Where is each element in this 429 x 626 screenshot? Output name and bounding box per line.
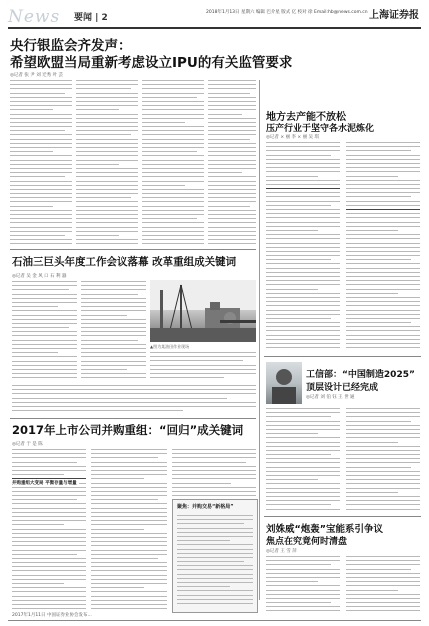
industry-headline-line1: 工信部：“中国制造2025” <box>306 370 415 380</box>
ma-byline: ◎记者 于 是 陈 <box>12 442 43 447</box>
lead-body-col1 <box>10 80 72 245</box>
lead-headline-line2: 希望欧盟当局重新考虑设立IPU的有关监管要求 <box>10 55 293 71</box>
right-top-headline-line2: 压产行业于坚守各水泥炼化 <box>266 124 375 134</box>
industry-top-rule <box>264 356 421 357</box>
lead-body-col4 <box>208 80 256 245</box>
ma-footnote: 2017年1月11日 中国证券业协会发布... <box>12 613 92 618</box>
oil-body-col3 <box>150 352 256 382</box>
right-top-byline: ◎记者 × 丽 李 × 丽 吴 琪 <box>266 135 319 140</box>
oil-body-bottom <box>12 385 256 415</box>
liu-body-col2 <box>346 556 420 616</box>
section-logo: News <box>8 7 61 27</box>
oil-photo <box>150 280 256 342</box>
section-name: 要闻 | 2 <box>74 13 108 23</box>
ma-box-body <box>177 515 253 605</box>
liu-body-col1 <box>266 556 340 616</box>
industry-photo <box>266 362 302 404</box>
liu-byline: ◎记者 王 雪 萍 <box>266 549 297 554</box>
industry-byline: ◎记者 刘 伯 钰 王 世 通 <box>306 395 355 400</box>
industry-body-col1 <box>266 408 340 512</box>
liu-top-rule <box>264 516 421 517</box>
industry-body-col2 <box>346 408 420 512</box>
portrait-image <box>266 362 302 404</box>
ma-body-col1 <box>12 449 86 609</box>
header-rule <box>8 27 421 29</box>
right-top-headline-line1: 地方去产能不放松 <box>266 112 346 123</box>
right-top-body-col2 <box>346 142 420 352</box>
ma-body-col3 <box>172 449 256 497</box>
liu-headline-line2: 焦点在究竟何时清盘 <box>266 537 348 547</box>
oil-top-rule <box>10 249 256 250</box>
lead-body-col3 <box>142 80 204 245</box>
ma-top-rule <box>10 418 256 419</box>
lead-byline: ◎记者 张 尹 刘 迁秀 叶 芸 <box>10 73 64 78</box>
oil-photo-caption: ▲图为某油田作业现场 <box>150 344 190 349</box>
oil-body-col2 <box>81 281 146 381</box>
ma-subhead: 并购重组大变局 平衡存量与增量 <box>12 481 77 486</box>
ma-body-col2 <box>91 449 167 609</box>
oil-body-col1 <box>12 281 77 381</box>
lead-body-col2 <box>76 80 138 245</box>
oil-byline: ◎记者 吴 金 风 口 石 利 器 <box>12 274 67 279</box>
issue-info: 2018年1月13日 星期六 编辑 巴介星 版式 亿 校对 徐 Email:hb@news.com.cn <box>206 10 368 15</box>
ma-sidebar-box <box>172 499 258 613</box>
liu-headline-line1: 刘姝威“炮轰”宝能系引争议 <box>266 524 383 535</box>
oilfield-image <box>150 280 256 342</box>
lead-headline-line1: 央行银监会齐发声： <box>10 38 132 54</box>
oil-headline: 石油三巨头年度工作会议落幕 改革重组成关键词 <box>12 256 237 268</box>
footer-rule <box>8 620 421 621</box>
ma-headline: 2017年上市公司并购重组：“回归”成关键词 <box>12 423 244 437</box>
ma-box-heading: 聚焦：并购交易“新格局” <box>177 504 234 510</box>
newspaper-brand: 上海证券报 <box>369 10 419 21</box>
column-divider <box>259 80 260 600</box>
right-top-body-col1 <box>266 142 340 352</box>
industry-headline-line2: 顶层设计已经完成 <box>306 383 379 393</box>
